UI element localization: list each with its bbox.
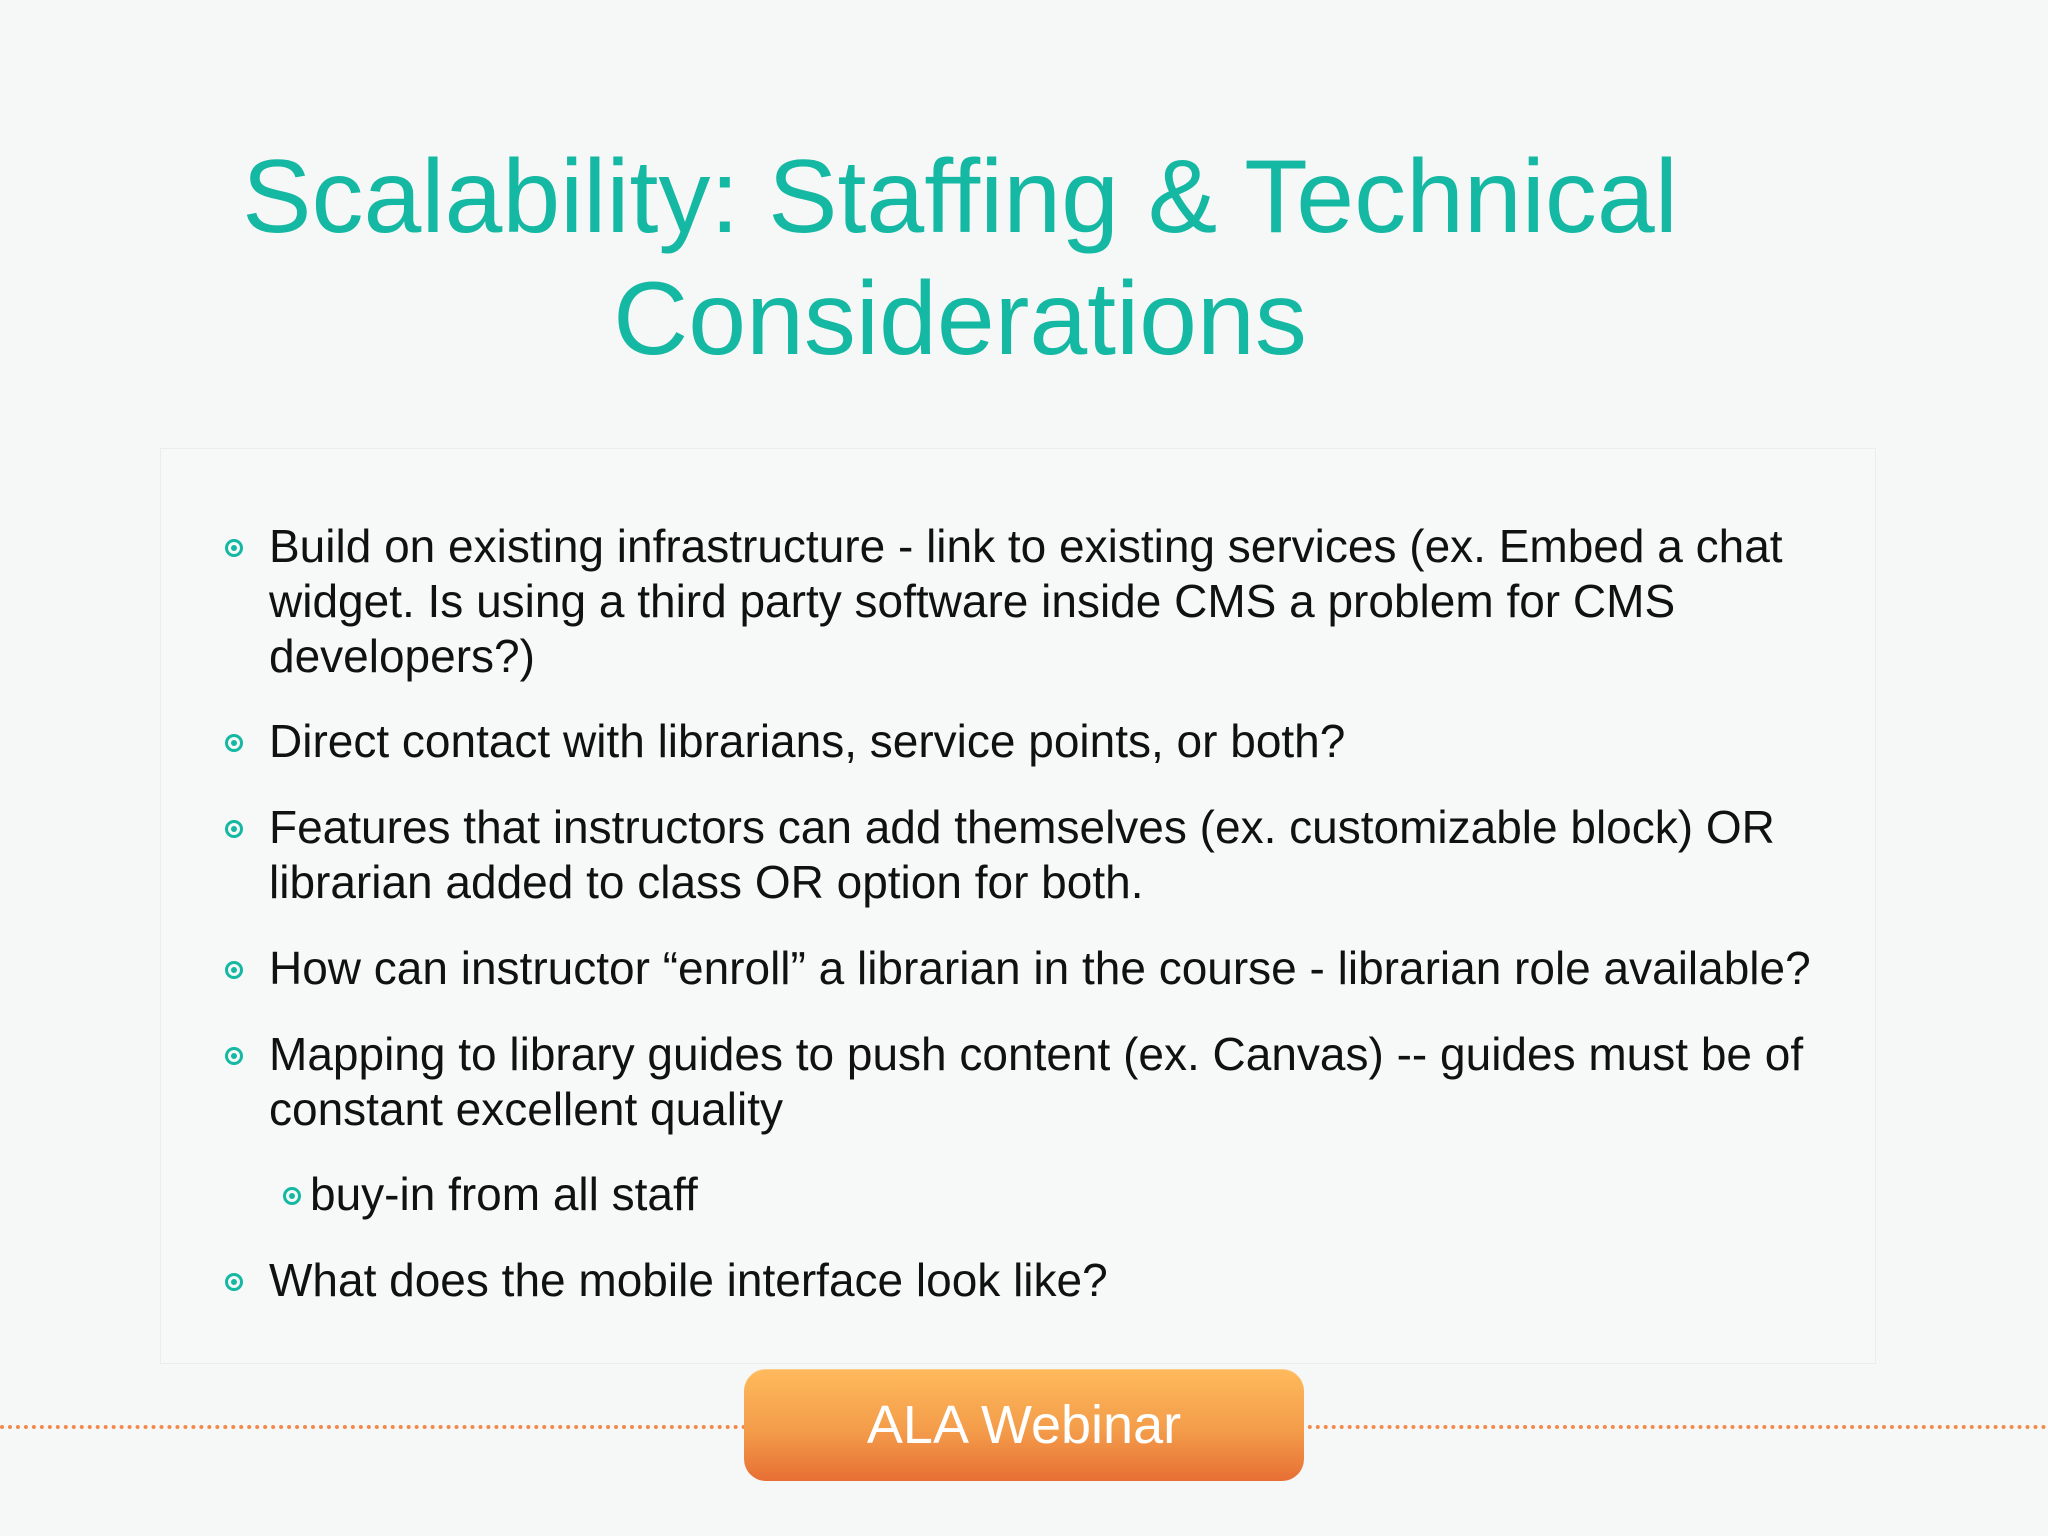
bullet-text: What does the mobile interface look like? xyxy=(269,1254,1108,1306)
bullet-text: Mapping to library guides to push content (ex. Canvas) -- guides must be of constant excellent quality xyxy=(269,1028,1804,1135)
ala-webinar-badge: ALA Webinar xyxy=(744,1369,1304,1481)
slide-title xyxy=(220,136,1700,380)
circle-bullet-icon xyxy=(225,1047,243,1065)
bullet-text: How can instructor “enroll” a librarian in the course - librarian role available? xyxy=(269,942,1811,994)
circle-bullet-icon xyxy=(225,1273,243,1291)
slide-title-line-1: Scalability: Staffing & Technical xyxy=(242,139,1678,255)
sub-bullet-text: buy-in from all staff xyxy=(310,1168,698,1220)
bullet-item-instructor-enroll-librarian xyxy=(231,941,1829,996)
bullet-item-mobile-interface xyxy=(231,1253,1829,1308)
bullet-text: Features that instructors can add themselves (ex. customizable block) OR librarian added to class OR option for both. xyxy=(269,801,1775,908)
bullet-item-build-on-existing-infrastructure xyxy=(231,519,1829,684)
circle-bullet-icon xyxy=(283,1187,301,1205)
circle-bullet-icon xyxy=(225,820,243,838)
slide-title-line-2: Considerations xyxy=(613,261,1307,377)
bullet-text: Build on existing infrastructure - link to existing services (ex. Embed a chat widget. Is using a third party software inside CMS a problem for CMS developers?) xyxy=(269,520,1783,682)
content-box xyxy=(160,448,1876,1364)
circle-bullet-icon xyxy=(225,734,243,752)
bullet-item-direct-contact xyxy=(231,714,1829,769)
bullet-item-mapping-to-library-guides xyxy=(231,1027,1829,1137)
bullet-text: Direct contact with librarians, service points, or both? xyxy=(269,715,1346,767)
sub-bullet-item-buy-in xyxy=(283,1167,1283,1222)
circle-bullet-icon xyxy=(225,539,243,557)
bullet-item-features-instructors-can-add xyxy=(231,800,1829,910)
circle-bullet-icon xyxy=(225,961,243,979)
